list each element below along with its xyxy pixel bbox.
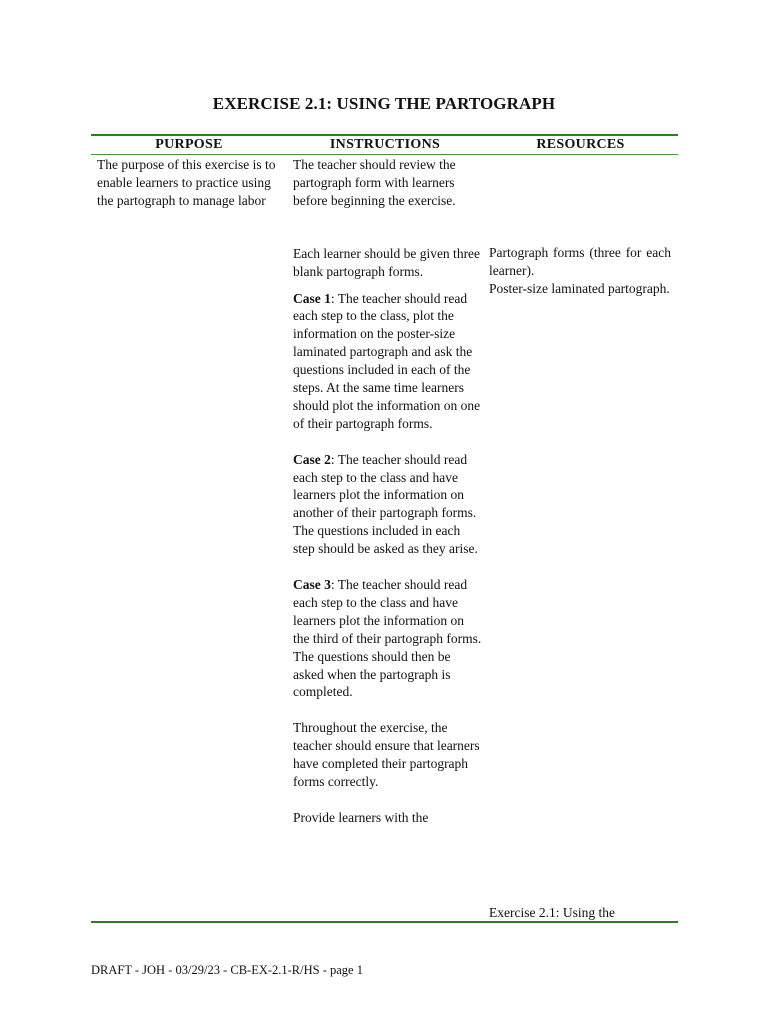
instructions-throughout: Throughout the exercise, the teacher should ensure that learners have completed their partograph forms correctly. — [293, 720, 480, 789]
instructions-cell — [293, 156, 483, 827]
case-1-label: Case 1 — [293, 290, 331, 306]
case-2-text: : The teacher should read each step to the class and have learners plot the information on another of their partograph forms. The questions included in each step should be asked as they arise. — [293, 451, 478, 557]
purpose-cell — [97, 156, 279, 210]
instructions-provide: Provide learners with the — [293, 809, 429, 825]
instructions-intro: The teacher should review the partograph form with learners before beginning the exercise. — [293, 157, 456, 208]
resources-exercise: Exercise 2.1: Using the — [489, 905, 615, 920]
table-top-rule — [91, 134, 678, 136]
instructions-case-1 — [293, 290, 483, 433]
table-bottom-rule — [91, 921, 678, 923]
resources-exercise-cell — [489, 904, 671, 922]
resources-cell — [489, 244, 671, 298]
column-header-resources: RESOURCES — [536, 137, 625, 152]
header-divider-rule — [91, 154, 678, 155]
resources-poster: Poster-size laminated partograph. — [489, 280, 670, 296]
instructions-case-2 — [293, 451, 483, 558]
column-header-instructions: INSTRUCTIONS — [329, 137, 441, 152]
case-1-text: : The teacher should read each step to the class, plot the information on the poster-size laminated partograph and ask the questions included in each of the steps. At the same time learners should plot the information on one of their partograph forms. — [293, 290, 481, 431]
page-footer: DRAFT - JOH - 03/29/23 - CB-EX-2.1-R/HS - page 1 — [91, 963, 363, 977]
resources-forms: Partograph forms (three for each learner). — [489, 245, 671, 278]
column-header-purpose: PURPOSE — [155, 137, 223, 152]
case-2-label: Case 2 — [293, 451, 331, 467]
purpose-text: The purpose of this exercise is to enable learners to practice using the partograph to manage labor — [97, 157, 276, 208]
case-3-label: Case 3 — [293, 577, 331, 592]
case-3-text: : The teacher should read each step to the class and have learners plot the information on the third of their partograph forms. The questions should then be asked when the partograph is completed. — [293, 577, 482, 700]
instructions-case-3 — [293, 576, 483, 701]
instructions-forms: Each learner should be given three blank partograph forms. — [293, 245, 481, 279]
page-title: EXERCISE 2.1: USING THE PARTOGRAPH — [212, 94, 556, 113]
